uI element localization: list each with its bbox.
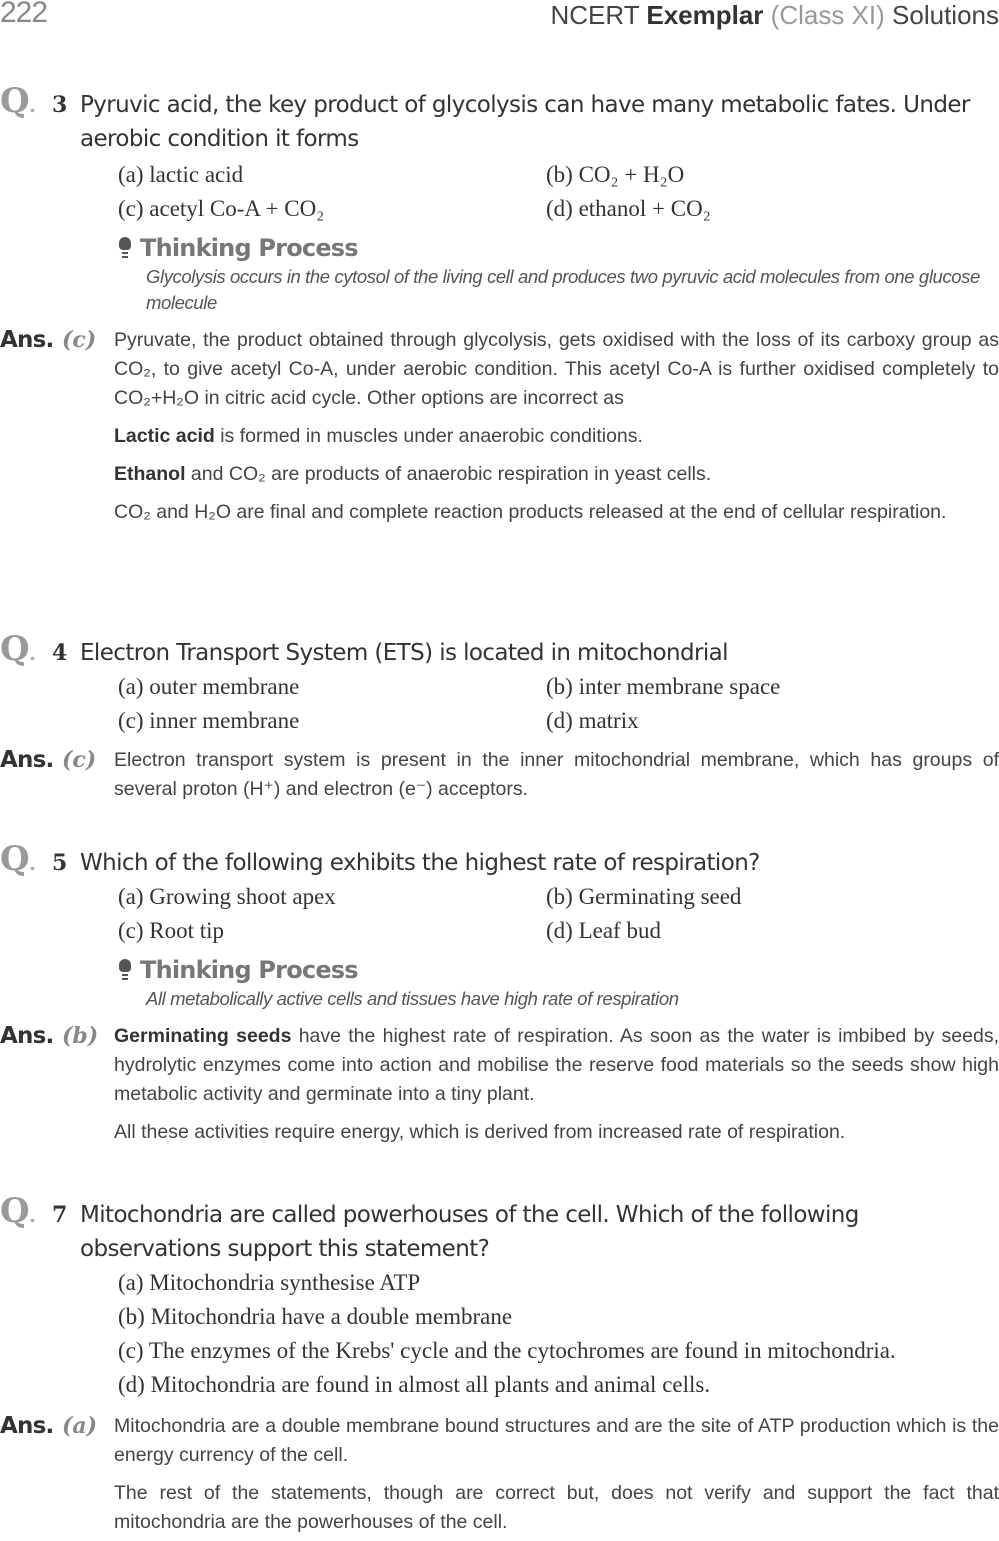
thinking-process (118, 954, 999, 1012)
bold-term: Germinating seeds (114, 1025, 292, 1047)
question-text: Pyruvic acid, the key product of glycolysis can have many metabolic fates. Under aerobic condition it forms (80, 92, 970, 152)
question-stem (0, 839, 999, 880)
option-b: (b) Germinating seed (546, 884, 742, 909)
page-number: 222 (0, 0, 48, 29)
answer-label: Ans. (0, 747, 54, 773)
answer-paragraph: CO₂ and H₂O are final and complete reaction products released at the end of cellular respiration. (114, 501, 947, 523)
q-marker-icon: Q. (0, 839, 36, 879)
option-b: (b) inter membrane space (546, 674, 781, 699)
q-marker-icon: Q. (0, 629, 36, 669)
options (118, 880, 999, 948)
answer (0, 1412, 999, 1537)
header-bold: Exemplar (646, 0, 764, 30)
bold-term: Lactic acid (114, 425, 215, 447)
thinking-label: Thinking Process (140, 956, 358, 984)
option-a: (a) Mitochondria synthesise ATP (118, 1270, 421, 1295)
question-4 (0, 629, 999, 804)
question-text: Which of the following exhibits the highest rate of respiration? (80, 850, 760, 876)
answer-paragraph: All these activities require energy, which is derived from increased rate of respiration. (114, 1121, 846, 1143)
answer-paragraph (114, 422, 999, 451)
question-stem (0, 629, 999, 670)
question-number: 3 (52, 92, 67, 118)
options (118, 158, 999, 226)
answer-label: Ans. (0, 1413, 54, 1439)
answer-paragraph: The rest of the statements, though are correct but, does not verify and support the fact that mitochondria are the powerhouses of the cell. (114, 1482, 999, 1533)
answer-paragraph (114, 460, 999, 489)
thinking-process (118, 232, 999, 316)
option-d: (d) Leaf bud (546, 918, 661, 943)
question-stem (0, 81, 999, 156)
answer-key: (a) (62, 1413, 98, 1439)
lightbulb-icon (118, 237, 132, 259)
answer-label: Ans. (0, 327, 54, 353)
answer-paragraph: Pyruvate, the product obtained through glycolysis, gets oxidised with the loss of its carboxy group as CO₂, to give acetyl Co-A, under aerobic condition. This acetyl Co-A is further oxidised completely to CO₂+H₂O in citric acid cycle. Other options are incorrect as (114, 329, 999, 409)
answer-key: (c) (62, 747, 97, 773)
question-number: 7 (52, 1202, 67, 1228)
header-prefix: NCERT (550, 0, 640, 30)
options (118, 1266, 999, 1402)
answer-key: (b) (62, 1023, 99, 1049)
question-number: 5 (52, 850, 67, 876)
option-d: (d) Mitochondria are found in almost all plants and animal cells. (118, 1372, 711, 1397)
answer (0, 1022, 999, 1147)
running-header (551, 0, 999, 31)
option-d: (d) matrix (546, 708, 639, 733)
option-b: (b) Mitochondria have a double membrane (118, 1304, 513, 1329)
option-c: (c) acetyl Co-A + CO₂ (118, 196, 325, 221)
option-a: (a) lactic acid (118, 162, 244, 187)
question-7 (0, 1191, 999, 1537)
option-d: (d) ethanol + CO₂ (546, 196, 711, 221)
question-number: 4 (52, 640, 67, 666)
option-a: (a) Growing shoot apex (118, 884, 336, 909)
answer-paragraph: Electron transport system is present in the inner mitochondrial membrane, which has groups of several proton (H⁺) and electron (e⁻) acceptors. (114, 749, 999, 800)
option-c: (c) inner membrane (118, 708, 300, 733)
question-text: Mitochondria are called powerhouses of the cell. Which of the following observations support this statement? (80, 1202, 859, 1262)
thinking-text: Glycolysis occurs in the cytosol of the living cell and produces two pyruvic acid molecules from one glucose molecule (146, 266, 980, 313)
header-class: (Class XI) (770, 0, 885, 30)
thinking-label: Thinking Process (140, 234, 358, 262)
bold-term: Ethanol (114, 463, 186, 485)
answer-paragraph: Mitochondria are a double membrane bound structures and are the site of ATP production which is the energy currency of the cell. (114, 1415, 999, 1466)
q-marker-icon: Q. (0, 1191, 36, 1231)
answer (0, 746, 999, 804)
question-stem (0, 1191, 999, 1266)
option-c: (c) The enzymes of the Krebs' cycle and the cytochromes are found in mitochondria. (118, 1338, 896, 1363)
question-5 (0, 839, 999, 1147)
q-marker-icon: Q. (0, 81, 36, 121)
answer-paragraph (114, 1022, 999, 1109)
thinking-text: All metabolically active cells and tissues have high rate of respiration (146, 988, 679, 1009)
answer-key: (c) (62, 327, 97, 353)
option-a: (a) outer membrane (118, 674, 300, 699)
question-3 (0, 81, 999, 527)
answer (0, 326, 999, 527)
option-c: (c) Root tip (118, 918, 225, 943)
options (118, 670, 999, 738)
paragraph-rest: is formed in muscles under anaerobic conditions. (214, 425, 643, 447)
paragraph-rest: have the highest rate of respiration. As soon as the water is imbibed by seeds, hydrolytic enzymes come into action and mobilise the reserve food materials so the seeds show high metabolic activity and germinate into a tiny plant. (114, 1025, 999, 1105)
paragraph-rest: and CO₂ are products of anaerobic respiration in yeast cells. (185, 463, 712, 485)
option-b: (b) CO₂ + H₂O (546, 162, 685, 187)
question-text: Electron Transport System (ETS) is located in mitochondrial (80, 640, 728, 666)
answer-label: Ans. (0, 1023, 54, 1049)
lightbulb-icon (118, 959, 132, 981)
header-suffix: Solutions (892, 0, 999, 30)
